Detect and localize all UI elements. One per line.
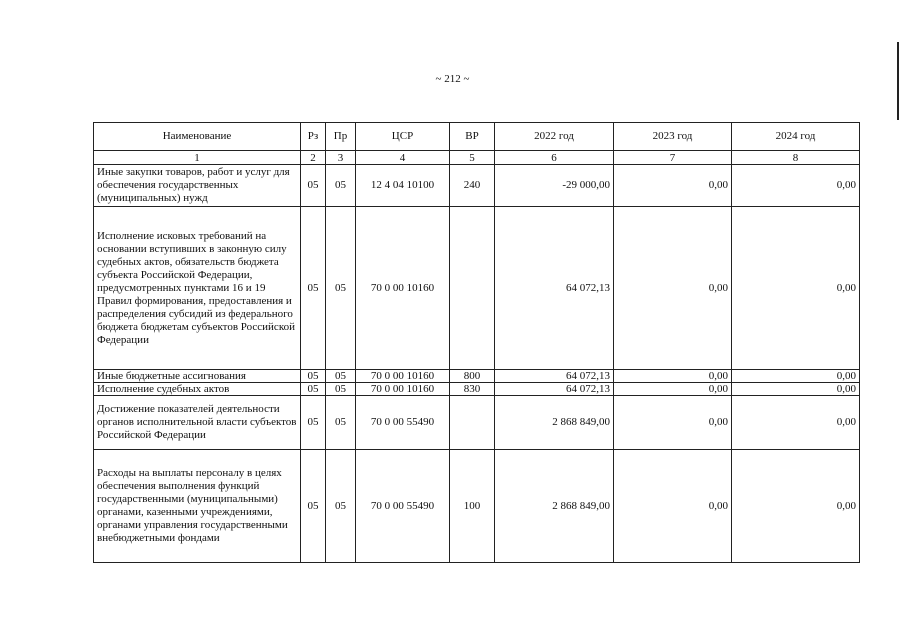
row-name: Достижение показателей деятельности органов исполнительной власти субъектов Российской Федерации bbox=[94, 396, 301, 450]
header-rz: Рз bbox=[301, 123, 326, 151]
table-row bbox=[94, 383, 860, 396]
row-2024: 0,00 bbox=[732, 207, 860, 370]
row-vr: 240 bbox=[450, 165, 495, 207]
table-row bbox=[94, 450, 860, 563]
row-pr: 05 bbox=[326, 165, 356, 207]
row-csr: 70 0 00 10160 bbox=[356, 383, 450, 396]
header-2024: 2024 год bbox=[732, 123, 860, 151]
row-2022: 2 868 849,00 bbox=[495, 396, 614, 450]
row-2022: 64 072,13 bbox=[495, 383, 614, 396]
row-vr: 830 bbox=[450, 383, 495, 396]
header-2023: 2023 год bbox=[614, 123, 732, 151]
row-2022: 64 072,13 bbox=[495, 370, 614, 383]
table-row bbox=[94, 370, 860, 383]
row-2022: 64 072,13 bbox=[495, 207, 614, 370]
page-number: ~ 212 ~ bbox=[435, 73, 470, 85]
row-rz: 05 bbox=[301, 450, 326, 563]
row-name: Исполнение судебных актов bbox=[94, 383, 301, 396]
row-rz: 05 bbox=[301, 207, 326, 370]
row-2023: 0,00 bbox=[614, 370, 732, 383]
row-pr: 05 bbox=[326, 383, 356, 396]
table-row bbox=[94, 396, 860, 450]
column-number: 4 bbox=[356, 151, 450, 165]
row-pr: 05 bbox=[326, 396, 356, 450]
header-row bbox=[94, 123, 860, 151]
row-csr: 12 4 04 10100 bbox=[356, 165, 450, 207]
column-number: 8 bbox=[732, 151, 860, 165]
row-vr: 100 bbox=[450, 450, 495, 563]
row-rz: 05 bbox=[301, 165, 326, 207]
row-2024: 0,00 bbox=[732, 165, 860, 207]
row-rz: 05 bbox=[301, 370, 326, 383]
table-row bbox=[94, 207, 860, 370]
column-number: 3 bbox=[326, 151, 356, 165]
row-2024: 0,00 bbox=[732, 370, 860, 383]
header-csr: ЦСР bbox=[356, 123, 450, 151]
row-2023: 0,00 bbox=[614, 165, 732, 207]
column-number: 7 bbox=[614, 151, 732, 165]
column-number: 5 bbox=[450, 151, 495, 165]
header-vr: ВР bbox=[450, 123, 495, 151]
row-2024: 0,00 bbox=[732, 396, 860, 450]
column-number: 2 bbox=[301, 151, 326, 165]
row-name: Расходы на выплаты персоналу в целях обеспечения выполнения функций государственными (муниципальными) органами, казенными учреждениями, органами управления государственными внебюджетными фондами bbox=[94, 450, 301, 563]
column-number: 6 bbox=[495, 151, 614, 165]
header-name: Наименование bbox=[94, 123, 301, 151]
row-csr: 70 0 00 10160 bbox=[356, 370, 450, 383]
row-2023: 0,00 bbox=[614, 383, 732, 396]
row-2024: 0,00 bbox=[732, 383, 860, 396]
scan-edge-mark bbox=[897, 42, 899, 120]
row-2023: 0,00 bbox=[614, 396, 732, 450]
row-pr: 05 bbox=[326, 450, 356, 563]
header-pr: Пр bbox=[326, 123, 356, 151]
row-2023: 0,00 bbox=[614, 450, 732, 563]
row-2024: 0,00 bbox=[732, 450, 860, 563]
row-rz: 05 bbox=[301, 396, 326, 450]
row-csr: 70 0 00 10160 bbox=[356, 207, 450, 370]
row-pr: 05 bbox=[326, 370, 356, 383]
row-vr bbox=[450, 207, 495, 370]
budget-table bbox=[93, 122, 860, 563]
row-pr: 05 bbox=[326, 207, 356, 370]
row-2022: -29 000,00 bbox=[495, 165, 614, 207]
header-2022: 2022 год bbox=[495, 123, 614, 151]
row-rz: 05 bbox=[301, 383, 326, 396]
row-2022: 2 868 849,00 bbox=[495, 450, 614, 563]
table-row bbox=[94, 165, 860, 207]
row-2023: 0,00 bbox=[614, 207, 732, 370]
column-number: 1 bbox=[94, 151, 301, 165]
row-name: Исполнение исковых требований на основании вступивших в законную силу судебных актов, обязательств бюджета субъекта Российской Федерации, предусмотренных пунктами 16 и 19 Правил формирования, предоставления и распределения субсидий из федерального бюджета бюджетам субъектов Российской Федерации bbox=[94, 207, 301, 370]
row-csr: 70 0 00 55490 bbox=[356, 396, 450, 450]
row-csr: 70 0 00 55490 bbox=[356, 450, 450, 563]
row-name: Иные закупки товаров, работ и услуг для обеспечения государственных (муниципальных) нужд bbox=[94, 165, 301, 207]
row-vr: 800 bbox=[450, 370, 495, 383]
row-name: Иные бюджетные ассигнования bbox=[94, 370, 301, 383]
row-vr bbox=[450, 396, 495, 450]
column-number-row bbox=[94, 151, 860, 165]
